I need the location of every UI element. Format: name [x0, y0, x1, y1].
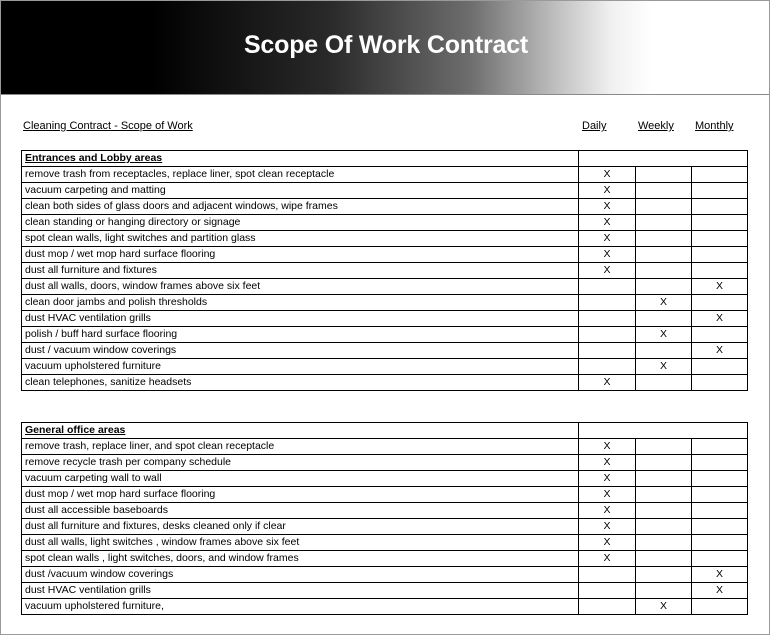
weekly-mark — [636, 487, 692, 503]
daily-mark: X — [579, 247, 636, 263]
weekly-mark — [636, 263, 692, 279]
monthly-mark — [692, 487, 748, 503]
column-header-daily: Daily — [582, 120, 607, 132]
daily-mark — [579, 599, 636, 615]
column-header-weekly: Weekly — [638, 120, 674, 132]
task-row — [22, 231, 748, 247]
task-row — [22, 535, 748, 551]
monthly-mark — [692, 247, 748, 263]
task-description: polish / buff hard surface flooring — [22, 327, 579, 343]
task-description: dust all walls, light switches , window frames above six feet — [22, 535, 579, 551]
weekly-mark — [636, 375, 692, 391]
contract-label: Cleaning Contract - Scope of Work — [23, 120, 193, 132]
weekly-mark: X — [636, 327, 692, 343]
task-description: dust all accessible baseboards — [22, 503, 579, 519]
monthly-mark: X — [692, 567, 748, 583]
daily-mark: X — [579, 535, 636, 551]
task-row — [22, 487, 748, 503]
entrances-lobby-table — [21, 150, 748, 391]
section-header-blank — [579, 151, 748, 167]
task-description: remove recycle trash per company schedule — [22, 455, 579, 471]
weekly-mark — [636, 183, 692, 199]
task-description: vacuum upholstered furniture — [22, 359, 579, 375]
monthly-mark: X — [692, 343, 748, 359]
daily-mark: X — [579, 551, 636, 567]
task-row — [22, 471, 748, 487]
daily-mark: X — [579, 263, 636, 279]
monthly-mark — [692, 471, 748, 487]
monthly-mark — [692, 551, 748, 567]
monthly-mark — [692, 359, 748, 375]
weekly-mark — [636, 215, 692, 231]
daily-mark: X — [579, 231, 636, 247]
daily-mark: X — [579, 471, 636, 487]
daily-mark — [579, 311, 636, 327]
weekly-mark — [636, 583, 692, 599]
task-row — [22, 359, 748, 375]
monthly-mark: X — [692, 583, 748, 599]
task-row — [22, 263, 748, 279]
weekly-mark — [636, 167, 692, 183]
daily-mark — [579, 295, 636, 311]
monthly-mark — [692, 599, 748, 615]
task-row — [22, 183, 748, 199]
task-row — [22, 375, 748, 391]
task-row — [22, 583, 748, 599]
task-row — [22, 567, 748, 583]
monthly-mark — [692, 263, 748, 279]
monthly-mark — [692, 439, 748, 455]
weekly-mark — [636, 343, 692, 359]
daily-mark: X — [579, 519, 636, 535]
monthly-mark: X — [692, 311, 748, 327]
monthly-mark — [692, 503, 748, 519]
weekly-mark — [636, 567, 692, 583]
task-row — [22, 599, 748, 615]
page-title: Scope Of Work Contract — [243, 31, 529, 59]
monthly-mark — [692, 215, 748, 231]
task-description: remove trash, replace liner, and spot clean receptacle — [22, 439, 579, 455]
task-row — [22, 215, 748, 231]
task-row — [22, 247, 748, 263]
weekly-mark — [636, 503, 692, 519]
task-description: spot clean walls , light switches, doors, and window frames — [22, 551, 579, 567]
task-description: dust /vacuum window coverings — [22, 567, 579, 583]
monthly-mark — [692, 455, 748, 471]
section-header-row — [22, 423, 748, 439]
task-row — [22, 439, 748, 455]
task-description: dust HVAC ventilation grills — [22, 583, 579, 599]
task-description: vacuum carpeting and matting — [22, 183, 579, 199]
task-description: dust all furniture and fixtures — [22, 263, 579, 279]
monthly-mark — [692, 199, 748, 215]
monthly-mark: X — [692, 279, 748, 295]
weekly-mark: X — [636, 599, 692, 615]
weekly-mark — [636, 471, 692, 487]
daily-mark — [579, 279, 636, 295]
task-row — [22, 311, 748, 327]
task-row — [22, 551, 748, 567]
task-description: vacuum carpeting wall to wall — [22, 471, 579, 487]
section-heading: General office areas — [22, 423, 579, 439]
task-description: clean door jambs and polish thresholds — [22, 295, 579, 311]
task-row — [22, 519, 748, 535]
task-row — [22, 167, 748, 183]
task-row — [22, 327, 748, 343]
task-description: dust mop / wet mop hard surface flooring — [22, 247, 579, 263]
task-description: dust mop / wet mop hard surface flooring — [22, 487, 579, 503]
monthly-mark — [692, 327, 748, 343]
task-row — [22, 455, 748, 471]
weekly-mark — [636, 279, 692, 295]
weekly-mark — [636, 551, 692, 567]
section-heading: Entrances and Lobby areas — [22, 151, 579, 167]
task-description: clean both sides of glass doors and adjacent windows, wipe frames — [22, 199, 579, 215]
daily-mark: X — [579, 439, 636, 455]
daily-mark — [579, 583, 636, 599]
task-description: clean standing or hanging directory or signage — [22, 215, 579, 231]
weekly-mark — [636, 311, 692, 327]
section-header-row — [22, 151, 748, 167]
monthly-mark — [692, 375, 748, 391]
monthly-mark — [692, 535, 748, 551]
daily-mark: X — [579, 215, 636, 231]
daily-mark: X — [579, 487, 636, 503]
column-header-monthly: Monthly — [695, 120, 734, 132]
task-description: vacuum upholstered furniture, — [22, 599, 579, 615]
task-description: clean telephones, sanitize headsets — [22, 375, 579, 391]
task-description: remove trash from receptacles, replace liner, spot clean receptacle — [22, 167, 579, 183]
task-description: dust HVAC ventilation grills — [22, 311, 579, 327]
task-row — [22, 503, 748, 519]
section-header-blank — [579, 423, 748, 439]
weekly-mark — [636, 199, 692, 215]
monthly-mark — [692, 295, 748, 311]
weekly-mark — [636, 231, 692, 247]
weekly-mark — [636, 247, 692, 263]
daily-mark: X — [579, 503, 636, 519]
monthly-mark — [692, 231, 748, 247]
task-description: dust all walls, doors, window frames above six feet — [22, 279, 579, 295]
monthly-mark — [692, 519, 748, 535]
daily-mark: X — [579, 375, 636, 391]
weekly-mark: X — [636, 359, 692, 375]
daily-mark — [579, 327, 636, 343]
weekly-mark — [636, 439, 692, 455]
daily-mark — [579, 567, 636, 583]
daily-mark: X — [579, 167, 636, 183]
monthly-mark — [692, 167, 748, 183]
daily-mark: X — [579, 183, 636, 199]
weekly-mark — [636, 455, 692, 471]
title-banner — [1, 1, 769, 95]
daily-mark: X — [579, 455, 636, 471]
daily-mark: X — [579, 199, 636, 215]
weekly-mark — [636, 535, 692, 551]
task-description: spot clean walls, light switches and partition glass — [22, 231, 579, 247]
task-row — [22, 295, 748, 311]
daily-mark — [579, 343, 636, 359]
task-description: dust all furniture and fixtures, desks cleaned only if clear — [22, 519, 579, 535]
weekly-mark — [636, 519, 692, 535]
general-office-table — [21, 422, 748, 615]
task-row — [22, 199, 748, 215]
task-row — [22, 343, 748, 359]
monthly-mark — [692, 183, 748, 199]
task-description: dust / vacuum window coverings — [22, 343, 579, 359]
weekly-mark: X — [636, 295, 692, 311]
daily-mark — [579, 359, 636, 375]
task-row — [22, 279, 748, 295]
